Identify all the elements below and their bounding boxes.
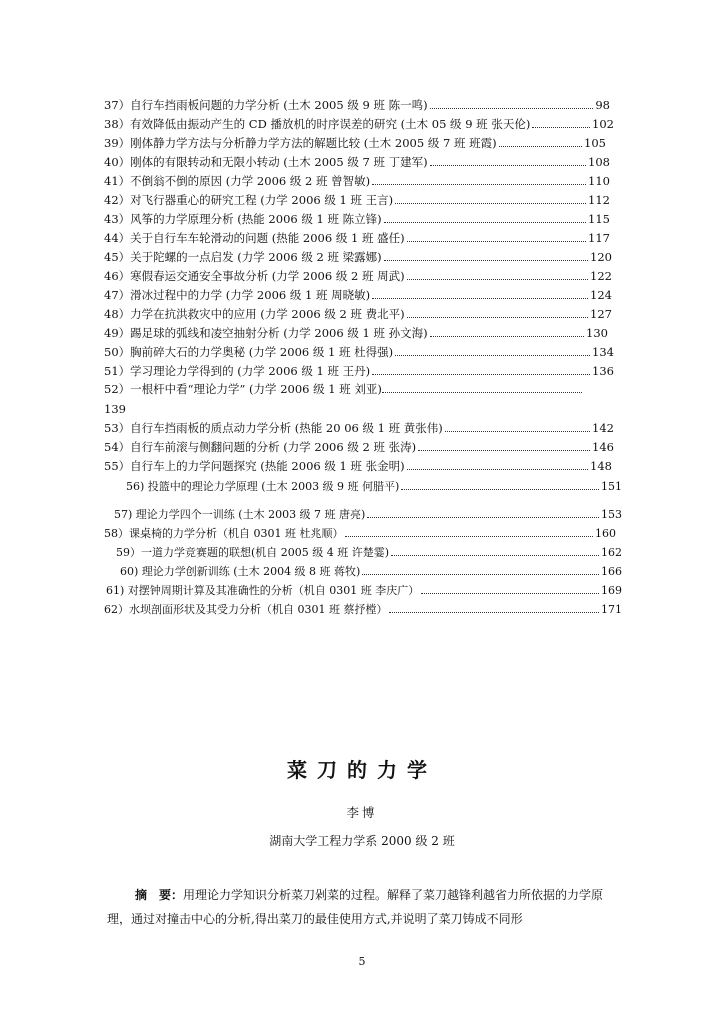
toc-entry-60[interactable]: 60) 理论力学创新训练 (土木 2004 级 8 班 蒋牧) 166 bbox=[120, 560, 622, 580]
toc-entry-39[interactable]: 39）刚体静力学方法与分析静力学方法的解题比较 (土木 2005 级 7 班 班霞) 105 bbox=[104, 132, 606, 152]
toc-entry-38[interactable]: 38）有效降低由振动产生的 CD 播放机的时序误差的研究 (土木 05 级 9 班 张天伦) 102 bbox=[104, 113, 614, 133]
article-affiliation: 湖南大学工程力学系 2000 级 2 班 bbox=[269, 834, 455, 848]
toc-entry-52[interactable]: 52）一根杆中看“理论力学” (力学 2006 级 1 班 刘亚) 139 bbox=[104, 379, 582, 419]
article-title: 菜刀的力学 bbox=[287, 758, 437, 782]
toc-entry-54[interactable]: 54）自行车前滚与侧翻问题的分析 (力学 2006 级 2 班 张涛) 146 bbox=[104, 436, 614, 456]
article-author: 李博 bbox=[346, 805, 378, 820]
toc-entry-62[interactable]: 62）水坝剖面形状及其受力分析（机自 0301 班 蔡抒樘） 171 bbox=[104, 598, 622, 618]
article-abstract bbox=[107, 883, 607, 931]
toc-entry-50[interactable]: 50）胸前碎大石的力学奥秘 (力学 2006 级 1 班 杜得强) 134 bbox=[104, 341, 614, 361]
toc-entry-59[interactable]: 59）一道力学竞赛题的联想(机自 2005 级 4 班 许楚霎) 162 bbox=[116, 541, 622, 561]
toc-entry-51[interactable]: 51）学习理论力学得到的 (力学 2006 级 1 班 王丹) 136 bbox=[104, 360, 614, 380]
toc-entry-47[interactable]: 47）滑冰过程中的力学 (力学 2006 级 1 班 周晓敏) 124 bbox=[104, 284, 612, 304]
toc-entry-43[interactable]: 43）风筝的力学原理分析 (热能 2006 级 1 班 陈立锋) 115 bbox=[104, 208, 610, 228]
toc-entry-53[interactable]: 53）自行车挡雨板的质点动力学分析 (热能 20 06 级 1 班 黄张伟) 142 bbox=[104, 417, 614, 437]
toc-entry-56[interactable]: 56) 投篮中的理论力学原理 (土木 2003 级 9 班 何腊平) 151 bbox=[126, 475, 622, 495]
toc-entry-44[interactable]: 44）关于自行车车轮滑动的问题 (热能 2006 级 1 班 盛任) 117 bbox=[104, 227, 610, 247]
toc-entry-58[interactable]: 58）课桌椅的力学分析（机自 0301 班 杜兆顺） 160 bbox=[104, 522, 616, 542]
toc-entry-45[interactable]: 45）关于陀螺的一点启发 (力学 2006 级 2 班 梁露娜) 120 bbox=[104, 246, 612, 266]
toc-entry-37[interactable]: 37）自行车挡雨板问题的力学分析 (土木 2005 级 9 班 陈一鸣) 98 bbox=[104, 94, 610, 114]
toc-entry-42[interactable]: 42）对飞行器重心的研究工程 (力学 2006 级 1 班 王言) 112 bbox=[104, 189, 610, 209]
toc-entry-57[interactable]: 57) 理论力学四个一训练 (土木 2003 级 7 班 唐亮) 153 bbox=[114, 503, 622, 523]
toc-entry-48[interactable]: 48）力学在抗洪救灾中的应用 (力学 2006 级 2 班 费北平) 127 bbox=[104, 303, 612, 323]
toc-entry-41[interactable]: 41）不倒翁不倒的原因 (力学 2006 级 2 班 曾智敏) 110 bbox=[104, 170, 610, 190]
toc-entry-55[interactable]: 55）自行车上的力学问题探究 (热能 2006 级 1 班 张金明) 148 bbox=[104, 455, 612, 475]
page-number: 5 bbox=[358, 955, 366, 968]
toc-entry-46[interactable]: 46）寒假春运交通安全事故分析 (力学 2006 级 2 班 周武) 122 bbox=[104, 265, 612, 285]
abstract-text: 用理论力学知识分析菜刀剁菜的过程。解释了菜刀越锋利越省力所依据的力学原理，通过对撞击中心的分析,得出菜刀的最佳使用方式,并说明了菜刀铸成不同形 bbox=[107, 888, 604, 926]
toc-entry-49[interactable]: 49）踢足球的弧线和凌空抽射分析 (力学 2006 级 1 班 孙文海) 130 bbox=[104, 322, 608, 342]
abstract-label: 摘 要： bbox=[135, 888, 184, 902]
toc-entry-61[interactable]: 61) 对摆钟周期计算及其准确性的分析（机自 0301 班 李庆广） 169 bbox=[106, 579, 622, 599]
toc-entry-40[interactable]: 40）刚体的有限转动和无限小转动 (土木 2005 级 7 班 丁建军) 108 bbox=[104, 151, 610, 171]
